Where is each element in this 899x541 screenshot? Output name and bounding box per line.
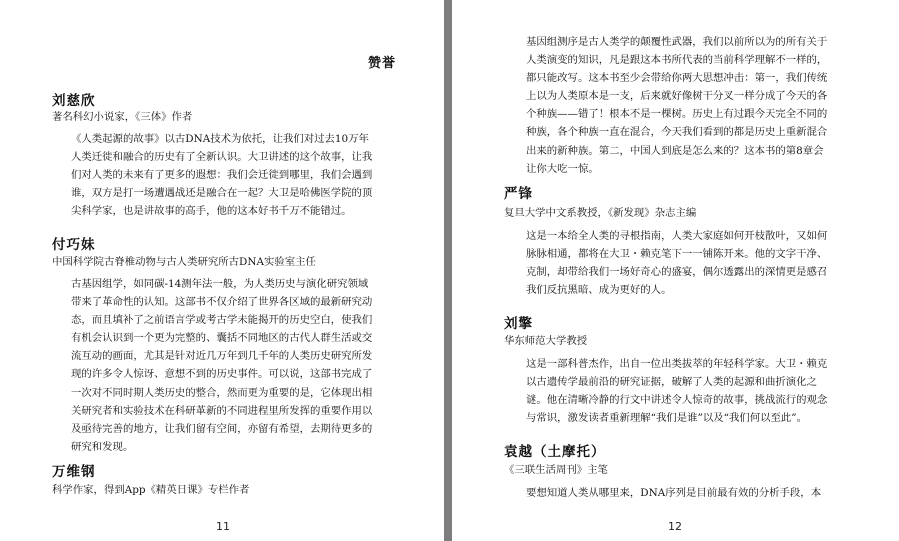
endorser-name: 刘擎 bbox=[504, 316, 533, 332]
text-line: 基因组测序是古人类学的颠覆性武器，我们以前所以为的所有关于 bbox=[526, 36, 828, 48]
endorser-name: 袁越（土摩托） bbox=[504, 444, 606, 460]
text-line: 流互动的画面，尤其是针对近几万年到几千年的人类历史研究所发 bbox=[71, 350, 373, 363]
endorser-role: 华东师范大学教授 bbox=[504, 335, 588, 347]
text-line: 带来了革命性的认知。这部书不仅介绍了世界各区域的最新研究动 bbox=[71, 296, 373, 309]
text-line: 态，而且填补了之前语言学或考古学未能揭开的历史空白，使我们 bbox=[71, 314, 373, 327]
text-line: 尖科学家，也是讲故事的高手，他的这本好书千万不能错过。 bbox=[71, 205, 352, 218]
continued-text bbox=[526, 33, 827, 178]
page-number: 12 bbox=[668, 520, 682, 533]
endorser-name: 付巧妹 bbox=[52, 237, 96, 253]
page-number: 11 bbox=[216, 520, 230, 533]
text-line: 都只能改写。这本书至少会带给你两大思想冲击：第一，我们传统 bbox=[526, 72, 828, 85]
text-line: 人类演变的知识，凡是跟这本书所代表的当前科学理解不一样的， bbox=[526, 54, 828, 67]
text-line: 我们反抗黑暗、成为更好的人。 bbox=[526, 284, 672, 297]
text-line: 个种族——错了！根本不是一棵树。历史上有过跟今天完全不同的 bbox=[526, 108, 828, 121]
endorsement-text bbox=[71, 130, 372, 220]
text-line: 种族，各个种族一直在混合，今天我们看到的都是历史上重新混合 bbox=[526, 126, 828, 139]
text-line: 古基因组学，如同碳-14测年法一般，为人类历史与演化研究领域 bbox=[71, 278, 369, 290]
endorser-name: 万维钢 bbox=[52, 464, 96, 480]
text-line: 这是一部科普杰作，出自一位出类拔萃的年轻科学家。大卫・赖克 bbox=[526, 358, 828, 370]
left-page bbox=[0, 0, 444, 541]
text-line: 脉脉相通，都将在大卫・赖克笔下一一铺陈开来。他的文字干净、 bbox=[526, 248, 828, 261]
endorser-role: 《三联生活周刊》主笔 bbox=[504, 464, 608, 476]
text-line: 一次对不同时期人类历史的整合，然而更为重要的是，它体现出相 bbox=[71, 386, 373, 399]
text-line: 以古遗传学最前沿的研究证据，破解了人类的起源和曲折演化之 bbox=[526, 376, 817, 389]
text-line: 出来的新种族。第二，中国人到底是怎么来的？这本书的第8章会 bbox=[526, 144, 824, 157]
endorser-role: 著名科幻小说家，《三体》作者 bbox=[52, 111, 193, 123]
endorser-name: 严锋 bbox=[504, 186, 533, 202]
endorsement-text bbox=[526, 484, 821, 502]
endorser-role: 复旦大学中文系教授，《新发现》杂志主编 bbox=[504, 207, 697, 219]
text-line: 让你大吃一惊。 bbox=[526, 162, 599, 175]
endorser-role: 科学作家，得到App《精英日课》专栏作者 bbox=[52, 484, 250, 496]
right-page bbox=[452, 0, 899, 541]
text-line: 研究和发现。 bbox=[71, 440, 134, 453]
text-line: 现的许多令人惊讶、意想不到的历史事件。可以说，这部书完成了 bbox=[71, 368, 373, 381]
text-line: 上以为人类原本是一支，后来就好像树干分叉一样分成了今天的各 bbox=[526, 90, 828, 103]
endorsement-text bbox=[526, 355, 827, 427]
text-line: 有机会认识到一个更为完整的、囊括不同地区的古代人群生活或交 bbox=[71, 332, 373, 345]
text-line: 们对人类的未来有了更多的遐想：我们会迁徙到哪里，我们会遇到 bbox=[71, 169, 373, 182]
endorsement-text bbox=[526, 227, 827, 299]
text-line: 《人类起源的故事》以古DNA技术为依托，让我们对过去10万年 bbox=[71, 133, 369, 145]
endorsement-text bbox=[71, 275, 372, 456]
text-line: 谜。他在清晰冷静的行文中讲述令人惊奇的故事，挑战流行的观念 bbox=[526, 394, 828, 407]
text-line: 关研究者和实验技术在科研革新的不同进程里所发挥的重要作用以 bbox=[71, 404, 373, 417]
page-gutter bbox=[444, 0, 452, 541]
endorser-name: 刘慈欣 bbox=[52, 93, 96, 109]
text-line: 与常识，激发读者重新理解“我们是谁”以及“我们何以至此”。 bbox=[526, 412, 808, 425]
text-line: 及亟待完善的地方，让我们留有空间，亦留有希望，去期待更多的 bbox=[71, 422, 373, 435]
text-line: 这是一本给全人类的寻根指南，人类大家庭如何开枝散叶，又如何 bbox=[526, 230, 828, 242]
text-line: 克制，却带给我们一场好奇心的盛宴，偶尔透露出的深情更是感召 bbox=[526, 266, 828, 279]
text-line: 人类迁徙和融合的历史有了全新认识。大卫讲述的这个故事，让我 bbox=[71, 151, 373, 164]
section-title: 赞誉 bbox=[368, 56, 397, 71]
text-line: 谁，双方是打一场遭遇战还是融合在一起？大卫是哈佛医学院的顶 bbox=[71, 187, 373, 200]
endorser-role: 中国科学院古脊椎动物与古人类研究所古DNA实验室主任 bbox=[52, 256, 316, 268]
text-line: 要想知道人类从哪里来，DNA序列是目前最有效的分析手段，本 bbox=[526, 487, 822, 499]
